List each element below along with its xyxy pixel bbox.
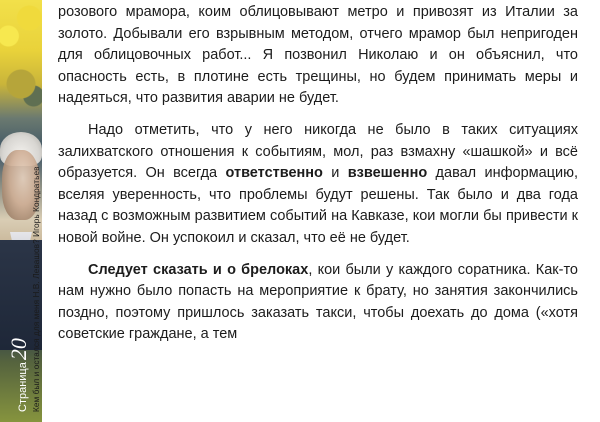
emphasis-keychains: Следует сказать и о брелоках [88,261,309,278]
paragraph-2-part-c: давал информацию, вселяя уверенность, что проблемы будут решены. Так было и два года назад с возможным развитием событий на Кавказе, кои могли бы привести к новой войне. Он успокоил и сказал, что её не будет. [58,165,578,246]
page-word: Страница [17,362,29,412]
body-text [58,2,578,356]
paragraph-3 [58,260,578,346]
page-label [6,338,32,412]
paragraph-3-text: , кои были у каждого соратника. Как-то нам нужно было попасть на мероприятие к брату, но занятия закончились поздно, поэтому пришлось заказать такси, чтобы доехать до дома («хотя советские граждане, а тем [58,261,578,343]
paragraph-2 [58,120,578,250]
paragraph-1: розового мрамора, коим облицовывают метро и привозят из Италии за золото. Добывали его взрывным методом, отчего мрамор был непригоден для облицовочных работ... Я позвонил Николаю и он объяснил, что опасность есть, в плотине есть трещины, но будем принимать меры и надеяться, что развития аварии не будет. [58,4,578,107]
background-foliage [0,0,42,120]
emphasis-balanced: взвешенно [347,165,428,182]
paragraph-2-part-a: Надо отметить, что у него никогда не было в таких ситуациях залихватского отношения к событиям, мол, раз взмахну «шашкой» и всё образуется. Он всегда [58,121,578,182]
emphasis-responsibly: ответственно [225,165,323,182]
running-title: Кем был и остался для меня Н.В. Левашов? Игорь Кондратьев [32,166,41,412]
page-number: 20 [6,338,31,361]
paragraph-2-conjunction: и [322,165,348,182]
